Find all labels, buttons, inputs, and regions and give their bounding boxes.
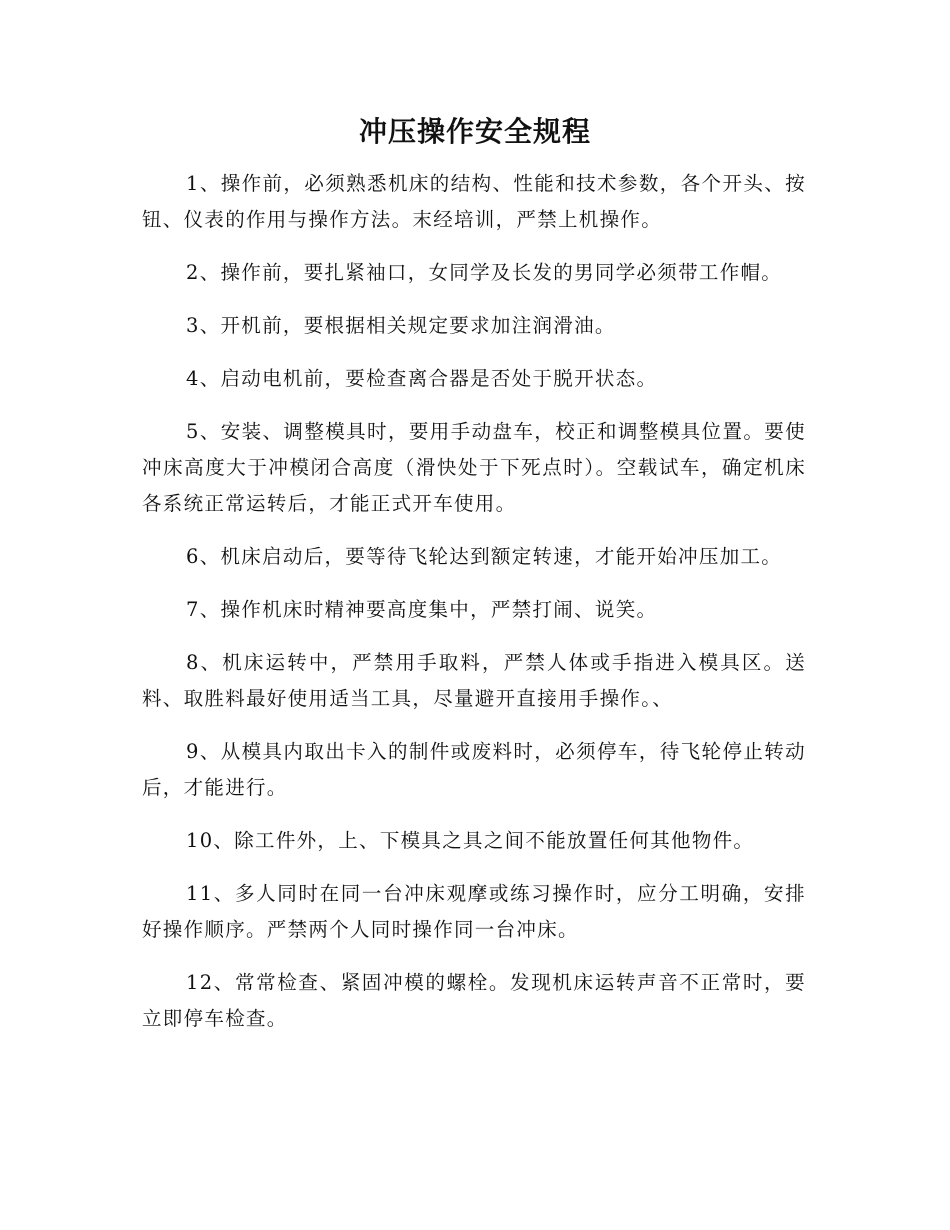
rule-item-11: 11、多人同时在同一台冲床观摩或练习操作时，应分工明确，安排好操作顺序。严禁两个人同时操作同一台冲床。 bbox=[142, 882, 806, 941]
document-body bbox=[142, 166, 806, 1054]
rule-item-2: 2、操作前，要扎紧袖口，女同学及长发的男同学必须带工作帽。 bbox=[186, 261, 783, 284]
rule-item-3: 3、开机前，要根据相关规定要求加注润滑油。 bbox=[186, 314, 616, 337]
rule-item-1: 1、操作前，必须熟悉机床的结构、性能和技术参数，各个开头、按钮、仪表的作用与操作方法。末经培训，严禁上机操作。 bbox=[142, 172, 806, 231]
rule-item-6: 6、机床启动后，要等待飞轮达到额定转速，才能开始冲压加工。 bbox=[186, 545, 783, 568]
rule-item-8: 8、机床运转中，严禁用手取料，严禁人体或手指进入模具区。送料、取胜料最好使用适当工具，尽量避开直接用手操作。、 bbox=[142, 651, 806, 710]
document-title: 冲压操作安全规程 bbox=[358, 115, 591, 148]
rule-item-9: 9、从模具内取出卡入的制件或废料时，必须停车，待飞轮停止转动后，才能进行。 bbox=[142, 740, 806, 799]
rule-item-5: 5、安装、调整模具时，要用手动盘车，校正和调整模具位置。要使冲床高度大于冲模闭合高度（滑快处于下死点时）。空载试车，确定机床各系统正常运转后，才能正式开车使用。 bbox=[142, 420, 806, 515]
rule-item-7: 7、操作机床时精神要高度集中，严禁打闹、说笑。 bbox=[186, 598, 658, 621]
rule-item-4: 4、启动电机前，要检查离合器是否处于脱开状态。 bbox=[186, 367, 658, 390]
rule-item-10: 10、除工件外，上、下模具之具之间不能放置任何其他物件。 bbox=[186, 829, 755, 852]
rule-item-12: 12、常常检查、紧固冲模的螺栓。发现机床运转声音不正常时，要立即停车检查。 bbox=[142, 971, 806, 1030]
